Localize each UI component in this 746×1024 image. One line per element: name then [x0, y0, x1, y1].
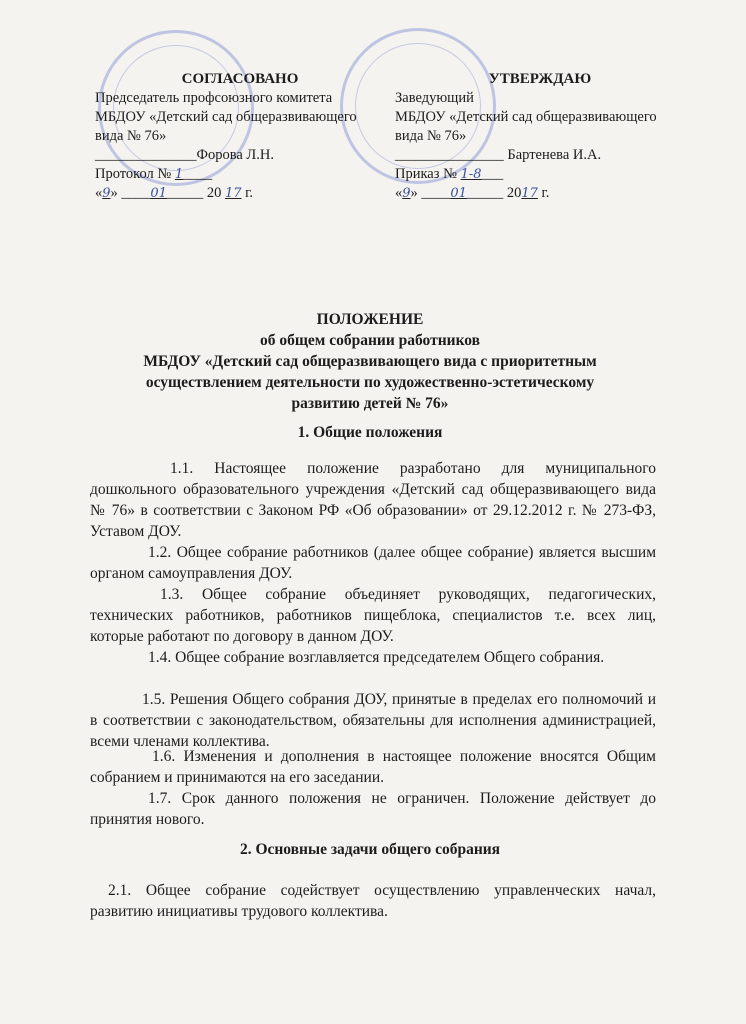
year-end: г.: [245, 185, 254, 201]
protocol-number: 1: [174, 167, 184, 182]
title-line: МБДОУ «Детский сад общеразвивающего вида с приоритетным: [143, 353, 597, 370]
date-year: 17: [224, 186, 242, 201]
year-end: г.: [541, 185, 550, 201]
approval-line: вида № 76»: [95, 128, 167, 144]
document-title: [60, 309, 680, 414]
date-day: 9: [102, 186, 111, 201]
protocol-line: Протокол № 1____: [95, 166, 213, 182]
date-day: 9: [402, 186, 411, 201]
year-prefix: 20: [506, 185, 522, 201]
section-heading: 1. Общие положения: [297, 424, 443, 441]
paragraph: 2.1. Общее собрание содействует осуществлению управленческих начал, развитию инициативы трудового коллектива.: [90, 882, 656, 920]
approval-line: Председатель профсоюзного комитета: [95, 90, 333, 106]
title-line: развитию детей № 76»: [291, 395, 449, 412]
section-heading: 2. Основные задачи общего собрания: [239, 841, 501, 858]
approval-line: МБДОУ «Детский сад общеразвивающего: [95, 109, 357, 125]
date-year: 17: [521, 186, 538, 201]
paragraph: 1.3. Общее собрание объединяет руководящих, педагогических, технических работников, работников пищеблока, специалистов т.е. всех лиц, которые работают по договору в данном ДОУ.: [90, 586, 656, 645]
approval-heading: СОГЛАСОВАНО: [181, 71, 299, 87]
approval-line: Заведующий: [395, 90, 474, 106]
paragraph: 1.4. Общее собрание возглавляется председателем Общего собрания.: [148, 649, 605, 666]
protocol-label: Протокол №: [95, 166, 172, 182]
paragraph: 1.2. Общее собрание работников (далее общее собрание) является высшим органом самоуправления ДОУ.: [90, 544, 656, 582]
signer-name: Форова Л.Н.: [196, 147, 274, 163]
title-line: осуществлением деятельности по художественно-эстетическому: [145, 374, 595, 391]
year-prefix: 20: [206, 185, 222, 201]
title-line: об общем собрании работников: [259, 332, 481, 349]
approval-heading: УТВЕРЖДАЮ: [488, 71, 592, 87]
approval-block-left: [95, 70, 385, 203]
order-label: Приказ №: [395, 166, 457, 182]
order-line: Приказ № 1-8___: [395, 166, 504, 182]
date-line: «9» ____01_____ 2017 г.: [395, 185, 550, 201]
approval-line: МБДОУ «Детский сад общеразвивающего: [395, 109, 657, 125]
paragraph: 1.7. Срок данного положения не ограничен. Положение действует до принятия нового.: [90, 790, 656, 828]
paragraph: 1.6. Изменения и дополнения в настоящее положение вносятся Общим собранием и принимаются на его заседании.: [90, 748, 656, 786]
signature-line: _______________ Бартенева И.А.: [395, 147, 602, 163]
date-month: 01: [150, 186, 167, 201]
date-line: «9» ____01_____ 20 17 г.: [95, 185, 254, 201]
signer-name: Бартенева И.А.: [507, 147, 602, 163]
paragraph: 1.1. Настоящее положение разработано для муниципального дошкольного образовательного учреждения «Детский сад общеразвивающего вида № 76» в соответствии с Законом РФ «Об образовании» от 29.12.2012 г. № 273-ФЗ, Уставом ДОУ.: [90, 460, 656, 540]
title-line: ПОЛОЖЕНИЕ: [316, 311, 424, 328]
approval-line: вида № 76»: [395, 128, 467, 144]
order-number: 1-8: [460, 167, 482, 182]
paragraph: 1.5. Решения Общего собрания ДОУ, принятые в пределах его полномочий и в соответствии с законодательством, обязательны для исполнения администрацией, всеми членами коллектива.: [90, 691, 656, 750]
date-month: 01: [450, 186, 467, 201]
approval-block-right: [395, 70, 685, 203]
signature-line: ______________Форова Л.Н.: [95, 147, 274, 163]
